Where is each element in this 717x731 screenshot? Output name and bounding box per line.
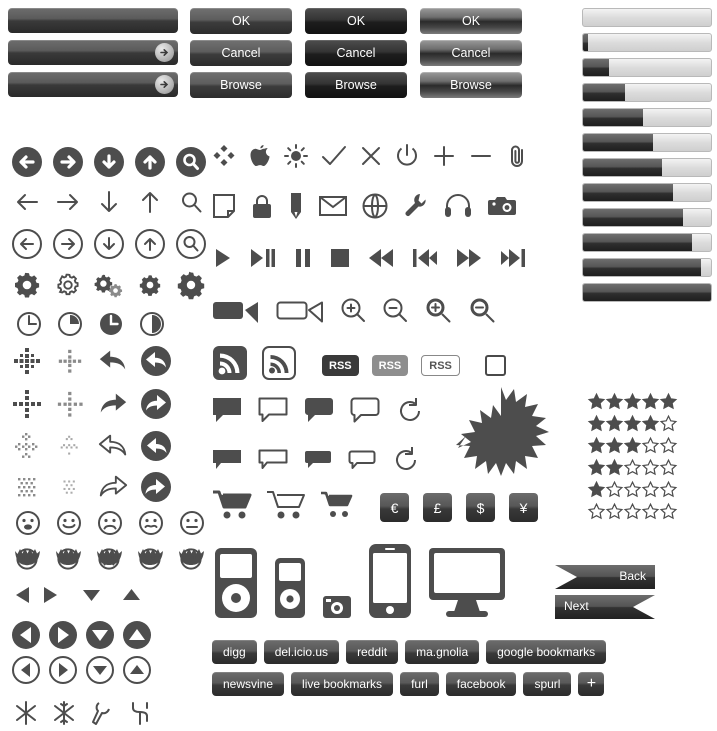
speech-bubble-round-outline-icon[interactable] <box>350 397 380 430</box>
cancel-button[interactable]: Cancel <box>190 40 292 66</box>
move-forward-row <box>8 385 175 423</box>
gears-row <box>8 266 210 304</box>
rss-outline-icon[interactable] <box>261 345 297 386</box>
progress-bar[interactable] <box>582 158 712 177</box>
move-dotted-icon[interactable] <box>8 342 46 380</box>
play-pause-icon[interactable] <box>250 248 276 273</box>
star-empty-icon[interactable] <box>660 437 677 454</box>
progress-bar[interactable] <box>582 58 712 77</box>
diamond-cluster-icon[interactable] <box>212 144 236 173</box>
progress-bar[interactable] <box>582 208 712 227</box>
move-dotted-small-icon[interactable] <box>51 342 89 380</box>
dither-cross-icon[interactable] <box>8 427 46 465</box>
progress-bar[interactable] <box>582 83 712 102</box>
star-filled-icon[interactable] <box>588 393 605 410</box>
face-hair-wink-icon[interactable] <box>172 540 210 578</box>
rewind-icon[interactable] <box>368 248 394 273</box>
text-field-plain[interactable] <box>8 8 178 33</box>
compact-camera-icon[interactable] <box>322 595 352 624</box>
star-empty-icon[interactable] <box>606 481 623 498</box>
clocks-row <box>10 305 171 343</box>
ok-button[interactable]: OK <box>420 8 522 34</box>
star-filled-icon[interactable] <box>624 437 641 454</box>
wrench-icon[interactable] <box>90 700 114 731</box>
arrows-circle-solid-row <box>8 143 210 181</box>
arrow-right-icon[interactable] <box>155 75 174 94</box>
clock-filled-icon[interactable] <box>92 305 130 343</box>
starburst-icon[interactable] <box>456 385 546 482</box>
pause-icon[interactable] <box>294 248 312 273</box>
play-icon[interactable] <box>214 248 232 273</box>
minus-icon[interactable] <box>469 144 493 173</box>
star-empty-icon[interactable] <box>642 437 659 454</box>
rss-icon[interactable] <box>212 345 248 386</box>
face-hair-happy-icon[interactable] <box>49 540 87 578</box>
progress-bar[interactable] <box>582 133 712 152</box>
cart-icon[interactable] <box>212 490 252 525</box>
star-rating-row[interactable] <box>588 459 677 476</box>
star-rating-row[interactable] <box>588 393 677 410</box>
input-bars-group <box>8 8 178 97</box>
clock-half-icon[interactable] <box>133 305 171 343</box>
star-empty-icon[interactable] <box>660 503 677 520</box>
speech-bubble-round-icon[interactable] <box>304 397 334 430</box>
dither-cross-small-icon[interactable] <box>51 427 89 465</box>
fast-forward-icon[interactable] <box>456 248 482 273</box>
social-pill[interactable]: reddit <box>346 640 398 664</box>
media-row <box>214 248 526 273</box>
symbols-row <box>212 143 528 174</box>
smiley-neutral-icon[interactable] <box>10 508 46 538</box>
smileys-small-row <box>10 508 210 538</box>
bubbles-row-1 <box>212 397 424 430</box>
nav-banners <box>555 565 655 619</box>
apple-icon[interactable] <box>249 144 271 173</box>
play-up-circle-icon[interactable] <box>122 655 152 690</box>
star-filled-icon[interactable] <box>588 459 605 476</box>
back-button[interactable] <box>555 565 655 589</box>
forward-icon[interactable] <box>94 385 132 423</box>
star-empty-icon[interactable] <box>624 481 641 498</box>
comment-outline-icon[interactable] <box>258 449 288 476</box>
search-icon[interactable] <box>172 183 210 221</box>
dither-block-icon[interactable] <box>8 468 46 506</box>
arrow-up-icon[interactable] <box>131 183 169 221</box>
plus-icon[interactable] <box>432 144 456 173</box>
progress-bar[interactable] <box>582 108 712 127</box>
cancel-button[interactable]: Cancel <box>420 40 522 66</box>
triangle-down-circle-icon[interactable] <box>85 620 115 655</box>
arrow-left-circle-outline-icon[interactable] <box>8 225 46 263</box>
faces-hair-row <box>8 540 210 578</box>
more-services-button[interactable]: + <box>578 672 604 696</box>
zoom-out-bold-icon[interactable] <box>468 296 496 329</box>
star-empty-icon[interactable] <box>642 459 659 476</box>
progress-bar[interactable] <box>582 258 712 277</box>
next-button[interactable] <box>555 595 655 619</box>
star-filled-icon[interactable] <box>606 459 623 476</box>
triangle-up-circle-icon[interactable] <box>122 620 152 655</box>
star-ratings-group <box>588 393 677 520</box>
triangle-left-circle-icon[interactable] <box>11 620 41 655</box>
arrow-down-circle-icon[interactable] <box>90 143 128 181</box>
progress-bar[interactable] <box>582 8 712 27</box>
clock-icon[interactable] <box>10 305 48 343</box>
triangles-circle-solid-row <box>11 620 152 655</box>
social-pill[interactable]: ma.gnolia <box>405 640 479 664</box>
star-filled-icon[interactable] <box>588 437 605 454</box>
back-label: Back <box>619 569 646 583</box>
skip-back-icon[interactable] <box>412 248 438 273</box>
comment-icon[interactable] <box>212 449 242 476</box>
reply-outline-icon[interactable] <box>94 427 132 465</box>
video-zoom-row <box>212 296 496 329</box>
progress-fill <box>583 259 701 276</box>
speech-bubble-outline-icon[interactable] <box>258 397 288 430</box>
arrows-plain-row <box>8 183 210 221</box>
play-right-circle-icon[interactable] <box>48 655 78 690</box>
gear-outline-icon[interactable] <box>49 266 87 304</box>
triangle-down-icon[interactable] <box>82 587 101 608</box>
misc-bottom-row <box>14 700 152 731</box>
zoom-in-icon[interactable] <box>340 297 366 328</box>
rss-badge-dark[interactable]: RSS <box>322 355 359 376</box>
star-filled-icon[interactable] <box>624 415 641 432</box>
star-filled-icon[interactable] <box>606 393 623 410</box>
star-filled-icon[interactable] <box>642 415 659 432</box>
progress-fill <box>583 284 711 301</box>
rss-row <box>212 345 506 386</box>
star-empty-icon[interactable] <box>624 459 641 476</box>
triangle-left-icon[interactable] <box>14 586 31 609</box>
arrow-right-icon[interactable] <box>49 183 87 221</box>
face-hair-angry-icon[interactable] <box>131 540 169 578</box>
arrow-down-circle-outline-icon[interactable] <box>90 225 128 263</box>
progress-bars-group <box>582 8 712 302</box>
text-field-with-go-2[interactable] <box>8 72 178 97</box>
star-empty-icon[interactable] <box>642 503 659 520</box>
globe-icon[interactable] <box>362 193 388 224</box>
progress-fill <box>583 109 643 126</box>
progress-bar[interactable] <box>582 283 712 302</box>
arrow-left-icon[interactable] <box>8 183 46 221</box>
star-filled-icon[interactable] <box>624 393 641 410</box>
browse-button[interactable]: Browse <box>190 72 292 98</box>
social-pill[interactable]: del.icio.us <box>264 640 339 664</box>
forward-solid-circle-icon[interactable] <box>137 468 175 506</box>
speech-bubble-icon[interactable] <box>212 397 242 430</box>
star-rating-row[interactable] <box>588 481 677 498</box>
stop-icon[interactable] <box>330 248 350 273</box>
face-hair-sad-icon[interactable] <box>90 540 128 578</box>
zoom-in-bold-icon[interactable] <box>424 296 452 329</box>
buttons-column-1 <box>190 8 292 98</box>
cart-outline-icon[interactable] <box>266 490 306 525</box>
check-icon[interactable] <box>321 144 347 173</box>
cancel-button[interactable]: Cancel <box>305 40 407 66</box>
ok-button[interactable]: OK <box>305 8 407 34</box>
smartphone-icon[interactable] <box>368 543 412 624</box>
star-empty-icon[interactable] <box>588 503 605 520</box>
gear-small-icon[interactable] <box>131 266 169 304</box>
mail-icon[interactable] <box>319 195 347 222</box>
camera-icon[interactable] <box>487 195 517 222</box>
zoom-out-icon[interactable] <box>382 297 408 328</box>
social-pill[interactable]: newsvine <box>212 672 284 696</box>
currency-pound[interactable]: £ <box>423 493 452 522</box>
arrow-up-circle-icon[interactable] <box>131 143 169 181</box>
paperclip-icon[interactable] <box>506 143 528 174</box>
progress-fill <box>583 134 653 151</box>
star-filled-icon[interactable] <box>588 415 605 432</box>
arrow-down-icon[interactable] <box>90 183 128 221</box>
currency-yen[interactable]: ¥ <box>509 493 538 522</box>
smiley-flat-icon[interactable] <box>174 508 210 538</box>
tuning-fork-icon[interactable] <box>128 700 152 731</box>
gear-bold-icon[interactable] <box>172 266 210 304</box>
star-filled-icon[interactable] <box>660 393 677 410</box>
dither-reply-row <box>8 427 175 465</box>
triangles-circle-fill-row <box>11 655 152 690</box>
triangle-right-icon[interactable] <box>42 586 59 609</box>
next-label: Next <box>564 599 589 613</box>
arrow-left-circle-icon[interactable] <box>8 143 46 181</box>
social-pill[interactable]: live bookmarks <box>291 672 393 696</box>
dither-block-small-icon[interactable] <box>51 468 89 506</box>
cart-small-icon[interactable] <box>320 491 354 524</box>
progress-fill <box>583 209 683 226</box>
progress-bar[interactable] <box>582 183 712 202</box>
social-pill[interactable]: google bookmarks <box>486 640 606 664</box>
arrows-circle-outline-row <box>8 225 210 263</box>
skip-forward-icon[interactable] <box>500 248 526 273</box>
bubbles-row-2 <box>212 446 420 479</box>
checkbox-empty[interactable] <box>485 355 506 376</box>
lock-icon[interactable] <box>251 193 273 224</box>
play-left-circle-icon[interactable] <box>11 655 41 690</box>
smiley-happy-icon[interactable] <box>51 508 87 538</box>
currency-dollar[interactable]: $ <box>466 493 495 522</box>
asterisk-icon[interactable] <box>14 700 38 731</box>
search-circle-outline-icon[interactable] <box>172 225 210 263</box>
objects-row <box>212 192 517 225</box>
social-pill[interactable]: digg <box>212 640 257 664</box>
video-camera-icon[interactable] <box>212 297 260 328</box>
arrow-right-circle-icon[interactable] <box>49 143 87 181</box>
browse-button[interactable]: Browse <box>420 72 522 98</box>
forward-circle-icon[interactable] <box>137 385 175 423</box>
refresh-icon[interactable] <box>396 397 424 430</box>
refresh-bold-icon[interactable] <box>392 446 420 479</box>
smiley-confused-icon[interactable] <box>133 508 169 538</box>
note-icon[interactable] <box>212 193 236 224</box>
star-empty-icon[interactable] <box>606 503 623 520</box>
dither-forward-row <box>8 468 175 506</box>
headphones-icon[interactable] <box>444 193 472 224</box>
media-player-icon[interactable] <box>214 547 258 624</box>
social-row-1 <box>212 640 606 664</box>
progress-fill <box>583 234 692 251</box>
video-camera-outline-icon[interactable] <box>276 297 324 328</box>
currency-euro[interactable]: € <box>380 493 409 522</box>
gears-icon[interactable] <box>90 266 128 304</box>
search-circle-icon[interactable] <box>172 143 210 181</box>
star-empty-icon[interactable] <box>642 481 659 498</box>
ok-button[interactable]: OK <box>190 8 292 34</box>
media-player-small-icon[interactable] <box>274 557 306 624</box>
progress-fill <box>583 59 609 76</box>
snowflake-icon[interactable] <box>52 700 76 731</box>
buttons-column-2 <box>305 8 407 98</box>
arrow-right-circle-outline-icon[interactable] <box>49 225 87 263</box>
star-filled-icon[interactable] <box>606 415 623 432</box>
progress-fill <box>583 34 588 51</box>
play-down-circle-icon[interactable] <box>85 655 115 690</box>
star-empty-icon[interactable] <box>660 481 677 498</box>
gear-icon[interactable] <box>8 266 46 304</box>
pencil-icon[interactable] <box>288 192 304 225</box>
forward-outline-icon[interactable] <box>94 468 132 506</box>
star-empty-icon[interactable] <box>624 503 641 520</box>
reply-icon[interactable] <box>94 342 132 380</box>
wrench-tool-icon[interactable] <box>403 193 429 224</box>
star-filled-icon[interactable] <box>588 481 605 498</box>
star-empty-icon[interactable] <box>660 459 677 476</box>
triangle-up-icon[interactable] <box>122 587 141 608</box>
reply-solid-circle-icon[interactable] <box>137 427 175 465</box>
comment-small-icon[interactable] <box>304 450 332 475</box>
star-empty-icon[interactable] <box>660 415 677 432</box>
star-rating-row[interactable] <box>588 437 677 454</box>
power-icon[interactable] <box>395 144 419 173</box>
desktop-monitor-icon[interactable] <box>428 547 506 624</box>
star-rating-row[interactable] <box>588 415 677 432</box>
star-rating-row[interactable] <box>588 503 677 520</box>
cart-currency-row <box>212 490 538 525</box>
rss-badge-mid[interactable]: RSS <box>372 355 409 376</box>
smiley-sad-icon[interactable] <box>92 508 128 538</box>
rss-badge-outline[interactable]: RSS <box>421 355 460 376</box>
arrow-right-icon[interactable] <box>155 43 174 62</box>
progress-fill <box>583 159 662 176</box>
move-cross-icon[interactable] <box>8 385 46 423</box>
browse-button[interactable]: Browse <box>305 72 407 98</box>
brightness-icon[interactable] <box>284 144 308 173</box>
progress-bar[interactable] <box>582 33 712 52</box>
move-reply-row <box>8 342 175 380</box>
star-filled-icon[interactable] <box>642 393 659 410</box>
comment-small-outline-icon[interactable] <box>348 450 376 475</box>
move-cross-dotted-icon[interactable] <box>51 385 89 423</box>
social-pill[interactable]: furl <box>400 672 439 696</box>
star-filled-icon[interactable] <box>606 437 623 454</box>
progress-bar[interactable] <box>582 233 712 252</box>
clock-quarter-icon[interactable] <box>51 305 89 343</box>
face-hair-neutral-icon[interactable] <box>8 540 46 578</box>
arrow-up-circle-outline-icon[interactable] <box>131 225 169 263</box>
text-field-with-go[interactable] <box>8 40 178 65</box>
triangle-right-circle-icon[interactable] <box>48 620 78 655</box>
social-pill[interactable]: facebook <box>446 672 517 696</box>
reply-circle-icon[interactable] <box>137 342 175 380</box>
close-x-icon[interactable] <box>360 145 382 172</box>
triangles-plain-row <box>14 586 141 609</box>
social-pill[interactable]: spurl <box>523 672 571 696</box>
progress-fill <box>583 184 673 201</box>
social-row-2 <box>212 672 604 696</box>
buttons-column-3 <box>420 8 522 98</box>
progress-fill <box>583 84 625 101</box>
devices-row <box>214 543 506 624</box>
